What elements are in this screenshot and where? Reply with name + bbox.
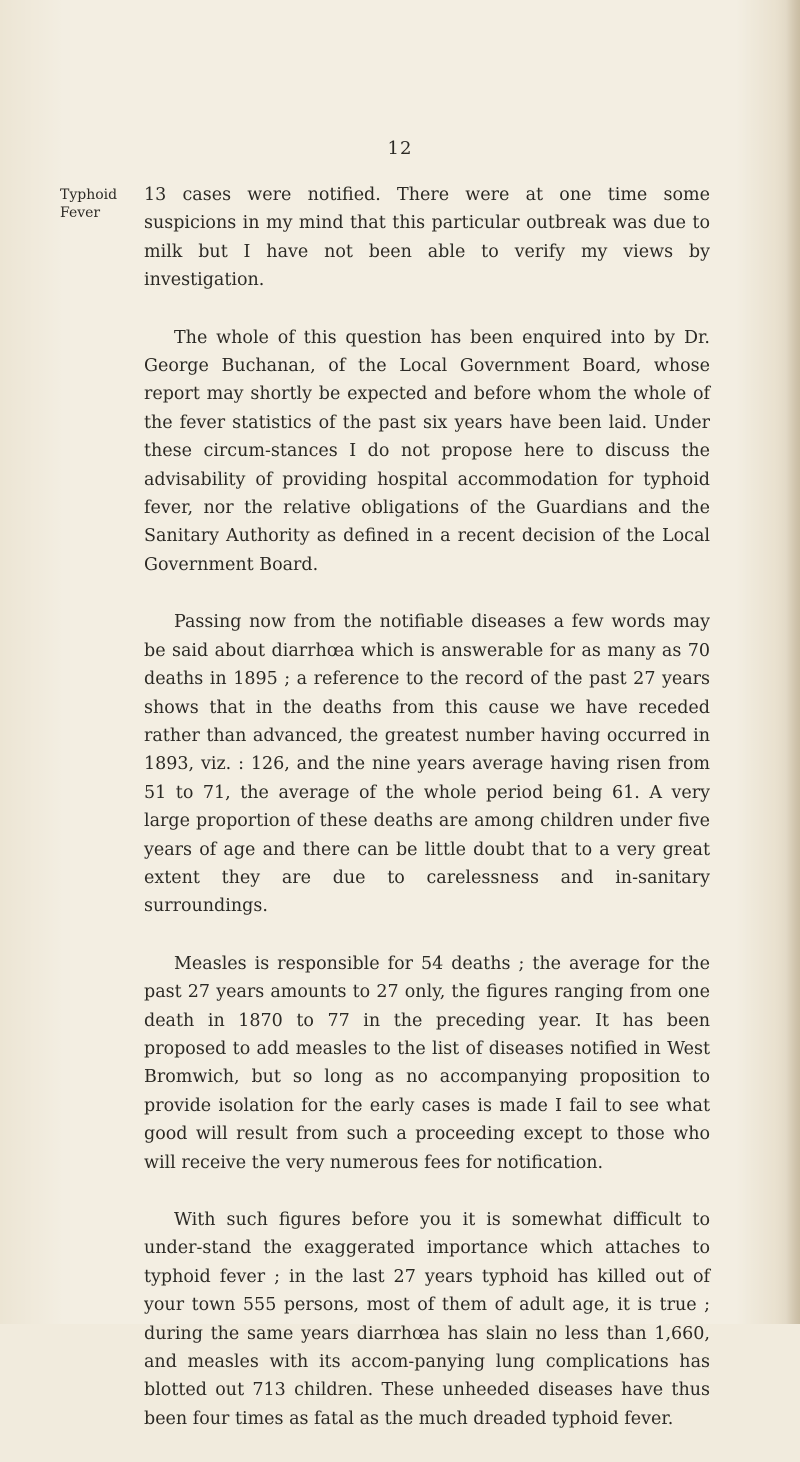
paragraph-5: With such figures before you it is somewhat difficult to under-stand the exaggerated importance which attaches to typhoid fever ; in the last 27 years typhoid has killed out of your town 555 persons, most of them of adult age, it is true ; during the same years diarrhœa has slain no less than 1,660, and measles with its accom-panying lung complications has blotted out 713 children. These unheeded diseases have thus been four times as fatal as the much dreaded typhoid fever. bbox=[144, 1210, 710, 1429]
page-number: 12 bbox=[387, 138, 413, 159]
margin-note-line-1: Typhoid bbox=[60, 187, 118, 203]
margin-note-line-2: Fever bbox=[60, 205, 101, 221]
paragraph-2: The whole of this question has been enquired into by Dr. George Buchanan, of the Local Government Board, whose report may shortly be expected and before whom the whole of the fever statistics of the past six years have been laid. Under these circum-stances I do not propose here to discuss the advisability of providing hospital accommodation for typhoid fever, nor the relative obligations of the Guardians and the Sanitary Authority as defined in a recent decision of the Local Government Board. bbox=[144, 327, 710, 575]
margin-note bbox=[60, 186, 130, 222]
paragraph-3: Passing now from the notifiable diseases a few words may be said about diarrhœa which is answerable for as many as 70 deaths in 1895 ; a reference to the record of the past 27 years shows that in the deaths from this cause we have receded rather than advanced, the greatest number having occurred in 1893, viz. : 126, and the nine years average having risen from 51 to 71, the average of the whole period being 61. A very large proportion of these deaths are among children under five years of age and there can be little doubt that to a very great extent they are due to carelessness and in-sanitary surroundings. bbox=[144, 612, 710, 917]
page-edge-shadow bbox=[786, 0, 800, 1324]
body-text bbox=[144, 181, 710, 1462]
paragraph-1: 13 cases were notified. There were at one time some suspicions in my mind that this particular outbreak was due to milk but I have not been able to verify my views by investigation. bbox=[144, 185, 710, 291]
paragraph-4: Measles is responsible for 54 deaths ; the average for the past 27 years amounts to 27 only, the figures ranging from one death in 1870 to 77 in the preceding year. It has been proposed to add measles to the list of diseases notified in West Bromwich, but so long as no accompanying proposition to provide isolation for the early cases is made I fail to see what good will result from such a proceeding except to those who will receive the very numerous fees for notification. bbox=[144, 953, 710, 1173]
